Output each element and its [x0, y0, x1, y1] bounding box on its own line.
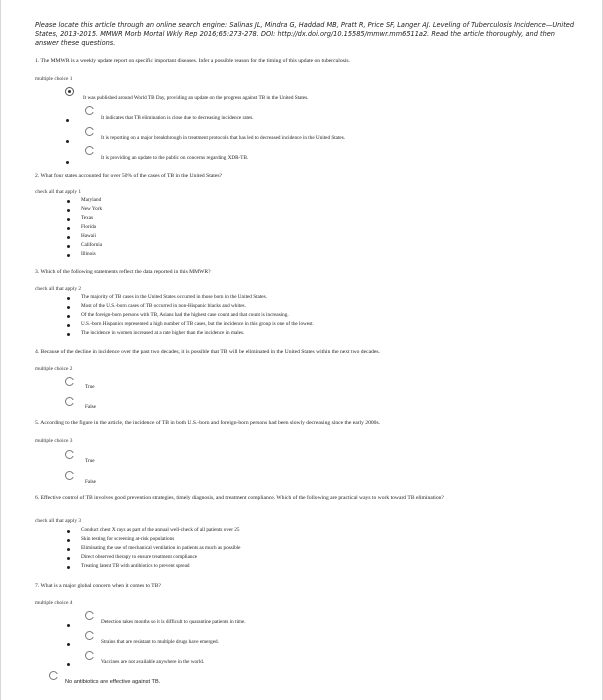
bullet-icon — [67, 548, 70, 551]
bullet-icon — [67, 245, 70, 248]
bullet-icon — [67, 254, 70, 257]
bullet-icon — [67, 297, 70, 300]
q6-option-5[interactable]: Treating latent TB with antibiotics to prevent spread — [81, 563, 190, 569]
bullet-icon — [66, 119, 69, 122]
q7-option-3-label: Vaccines are not available anywhere in the world. — [101, 659, 205, 665]
instructions-paragraph: Please locate this article through an online search engine: Salinas JL, Mindra G, Haddad MB, Pratt R, Price SF, Langer AJ. Leveling of Tuberculosis Incidence—United States, 2013-2015. MMWR Morb Mortal Wkly Rep 2016;65:273-278. DOI: http://dx.doi.org/10.15585/mmwr.mm6511a2. Read the article thoroughly, and then answer these questions. — [35, 21, 575, 47]
q7-option-1-label: Detection takes months so it is difficult to quarantine patients in time. — [101, 619, 246, 625]
question-1-text: 1. The MMWR is a weekly update report on specific important diseases. Infer a possible reason for the timing of this update on tuberculosis. — [35, 58, 350, 64]
bullet-icon — [67, 557, 70, 560]
q5-false-label: False — [85, 479, 96, 485]
question-7-text: 7. What is a major global concern when it comes to TB? — [35, 583, 161, 589]
q1-option-4-radio[interactable] — [85, 146, 94, 155]
q2-option-maryland[interactable]: Maryland — [81, 197, 102, 203]
q7-option-4-label: No antibiotics are effective against TB. — [65, 679, 161, 685]
q6-option-3[interactable]: Eliminating the use of mechanical ventilation in patients as much as possible — [81, 545, 241, 551]
q5-true-label: True — [85, 458, 95, 464]
bullet-icon — [66, 140, 69, 143]
q3-option-4[interactable]: U.S.-born Hispanics represented a high number of TB cases, but the incidence in this group is one of the lowest. — [81, 321, 314, 327]
question-3-text: 3. Which of the following statements reflect the data reported in this MMWR? — [35, 269, 211, 275]
q3-option-5[interactable]: The incidence in women increased at a rate higher than the incidence in males. — [81, 330, 245, 336]
question-2-text: 2. What four states accounted for over 50% of the cases of TB in the United States? — [35, 173, 222, 179]
question-6-type: check all that apply 3 — [35, 518, 82, 524]
q6-option-4[interactable]: Direct observed therapy to ensure treatment compliance — [81, 554, 198, 560]
q6-option-1[interactable]: Conduct chest X rays as part of the annual well-check of all patients over 25 — [81, 527, 240, 533]
question-1-type: multiple choice 1 — [35, 76, 73, 82]
q5-true-radio[interactable] — [65, 450, 74, 459]
bullet-icon — [67, 643, 70, 646]
q2-option-new-york[interactable]: New York — [81, 206, 103, 212]
bullet-icon — [67, 315, 70, 318]
bullet-icon — [67, 539, 70, 542]
bullet-icon — [67, 663, 70, 666]
bullet-icon — [67, 624, 70, 627]
bullet-icon — [67, 324, 70, 327]
q7-option-4-radio[interactable] — [49, 671, 58, 680]
q4-false-radio[interactable] — [65, 397, 74, 406]
q1-option-3-radio[interactable] — [85, 127, 94, 136]
q1-option-1-label: It was published around World TB Day, providing an update on the progress against TB in the United States. — [83, 95, 309, 101]
bullet-icon — [67, 333, 70, 336]
q2-option-hawaii[interactable]: Hawaii — [81, 233, 96, 239]
q2-option-texas[interactable]: Texas — [81, 215, 94, 221]
q4-false-label: False — [85, 404, 96, 410]
q4-true-radio[interactable] — [65, 377, 74, 386]
q2-option-florida[interactable]: Florida — [81, 224, 96, 230]
bullet-icon — [67, 227, 70, 230]
question-2-type: check all that apply 1 — [35, 189, 82, 195]
question-3-type: check all that apply 2 — [35, 286, 82, 292]
q7-option-3-radio[interactable] — [85, 651, 94, 660]
bullet-icon — [67, 530, 70, 533]
q6-option-2[interactable]: Skin testing for screening at-risk populations — [81, 536, 175, 542]
q3-option-2[interactable]: Most of the U.S.-born cases of TB occurred in non-Hispanic blacks and whites. — [81, 303, 246, 309]
q1-option-2-radio[interactable] — [85, 106, 94, 115]
q7-option-1-radio[interactable] — [85, 611, 94, 620]
question-4-text: 4. Because of the decline in incidence over the past two decades, it is possible that TB will be eliminated in the United States within the next two decades. — [35, 349, 380, 355]
bullet-icon — [66, 161, 69, 164]
question-7-type: multiple choice 4 — [35, 600, 73, 606]
q2-option-california[interactable]: California — [81, 242, 103, 248]
bullet-icon — [67, 200, 70, 203]
q7-option-2-radio[interactable] — [85, 631, 94, 640]
question-6-text: 6. Effective control of TB involves good prevention strategies, timely diagnosis, and treatment compliance. Which of the following are practical ways to work toward TB elimination? — [35, 495, 444, 501]
question-5-type: multiple choice 3 — [35, 438, 73, 444]
q1-option-3-label: It is reporting on a major breakthrough in treatment protocols that has led to decreased incidence in the United States. — [101, 135, 346, 141]
bullet-icon — [67, 218, 70, 221]
bullet-icon — [67, 566, 70, 569]
bullet-icon — [67, 236, 70, 239]
q3-option-1[interactable]: The majority of TB cases in the United States occurred in those born in the United States. — [81, 294, 267, 300]
q4-true-label: True — [85, 384, 95, 390]
q1-option-4-label: It is providing an update to the public on concerns regarding XDR-TB. — [101, 155, 249, 161]
q1-option-1-radio[interactable] — [65, 87, 74, 96]
bullet-icon — [67, 306, 70, 309]
question-4-type: multiple choice 2 — [35, 366, 73, 372]
q3-option-3[interactable]: Of the foreign-born persons with TB, Asians had the highest case count and that count is increasing. — [81, 312, 289, 318]
q2-option-illinois[interactable]: Illinois — [81, 251, 96, 257]
question-5-text: 5. According to the figure in the article, the incidence of TB in both U.S.-born and foreign-born persons had been slowly decreasing since the early 2000s. — [35, 420, 381, 426]
q1-option-2-label: It indicates that TB elimination is close due to decreasing incidence rates. — [101, 115, 254, 121]
q7-option-2-label: Strains that are resistant to multiple drugs have emerged. — [101, 639, 219, 645]
q5-false-radio[interactable] — [65, 471, 74, 480]
bullet-icon — [67, 209, 70, 212]
